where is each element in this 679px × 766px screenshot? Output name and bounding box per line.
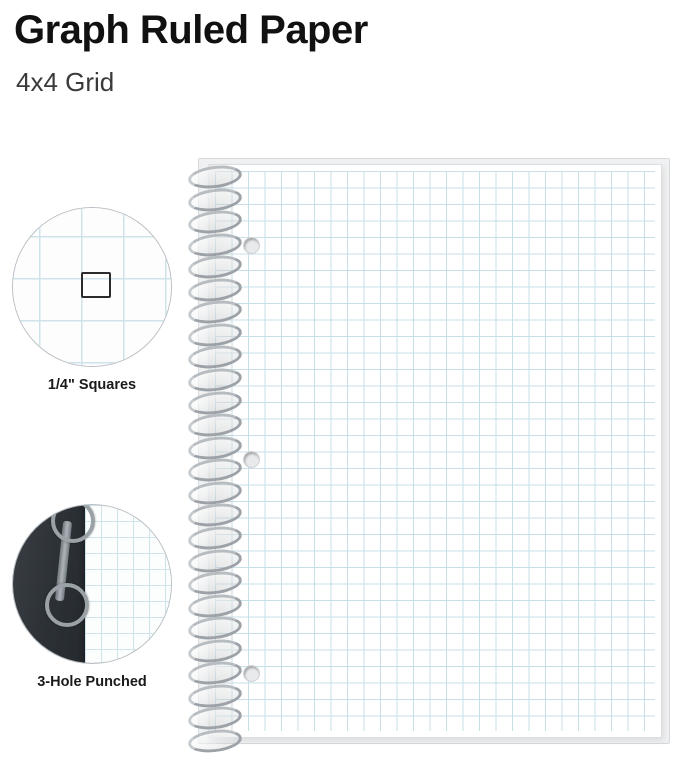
page-subtitle: 4x4 Grid <box>16 67 115 97</box>
spiral-coil <box>187 501 243 529</box>
spiral-coil <box>187 614 243 642</box>
spiral-coil <box>187 591 243 619</box>
spiral-notebook <box>186 152 673 746</box>
graph-grid-lines <box>215 171 655 731</box>
spiral-coil <box>187 276 243 304</box>
spiral-coil <box>187 388 243 416</box>
spiral-coil <box>187 411 243 439</box>
spiral-coil <box>187 434 243 462</box>
grid-zoom-icon <box>12 207 172 367</box>
spiral-coil <box>187 456 243 484</box>
spiral-coil <box>187 208 243 236</box>
feature-hole-punch <box>12 504 178 690</box>
feature-grid-zoom-label: 1/4" Squares <box>47 377 137 393</box>
spiral-coil <box>187 569 243 597</box>
spiral-coil <box>187 727 243 755</box>
spiral-coil <box>187 230 243 258</box>
spiral-coil <box>187 659 243 687</box>
spiral-coil <box>187 253 243 281</box>
page-title: Graph Ruled Paper <box>14 8 368 52</box>
binder-ring-bottom <box>45 583 89 627</box>
notebook-page <box>208 164 662 738</box>
spiral-coil <box>187 163 243 191</box>
spiral-coil <box>187 524 243 552</box>
binder-rings-icon <box>12 504 172 664</box>
spiral-coil <box>187 366 243 394</box>
spiral-coil <box>187 637 243 665</box>
spiral-coil <box>187 704 243 732</box>
feature-hole-punch-label: 3-Hole Punched <box>37 674 147 690</box>
highlighted-square-outline <box>81 272 111 298</box>
spiral-binding <box>186 152 246 746</box>
spiral-coil <box>187 185 243 213</box>
spiral-coil <box>187 343 243 371</box>
spiral-coil <box>187 546 243 574</box>
binder-graph-paper <box>85 505 172 664</box>
spiral-coil <box>187 479 243 507</box>
feature-grid-zoom <box>12 207 178 393</box>
spiral-coil <box>187 298 243 326</box>
